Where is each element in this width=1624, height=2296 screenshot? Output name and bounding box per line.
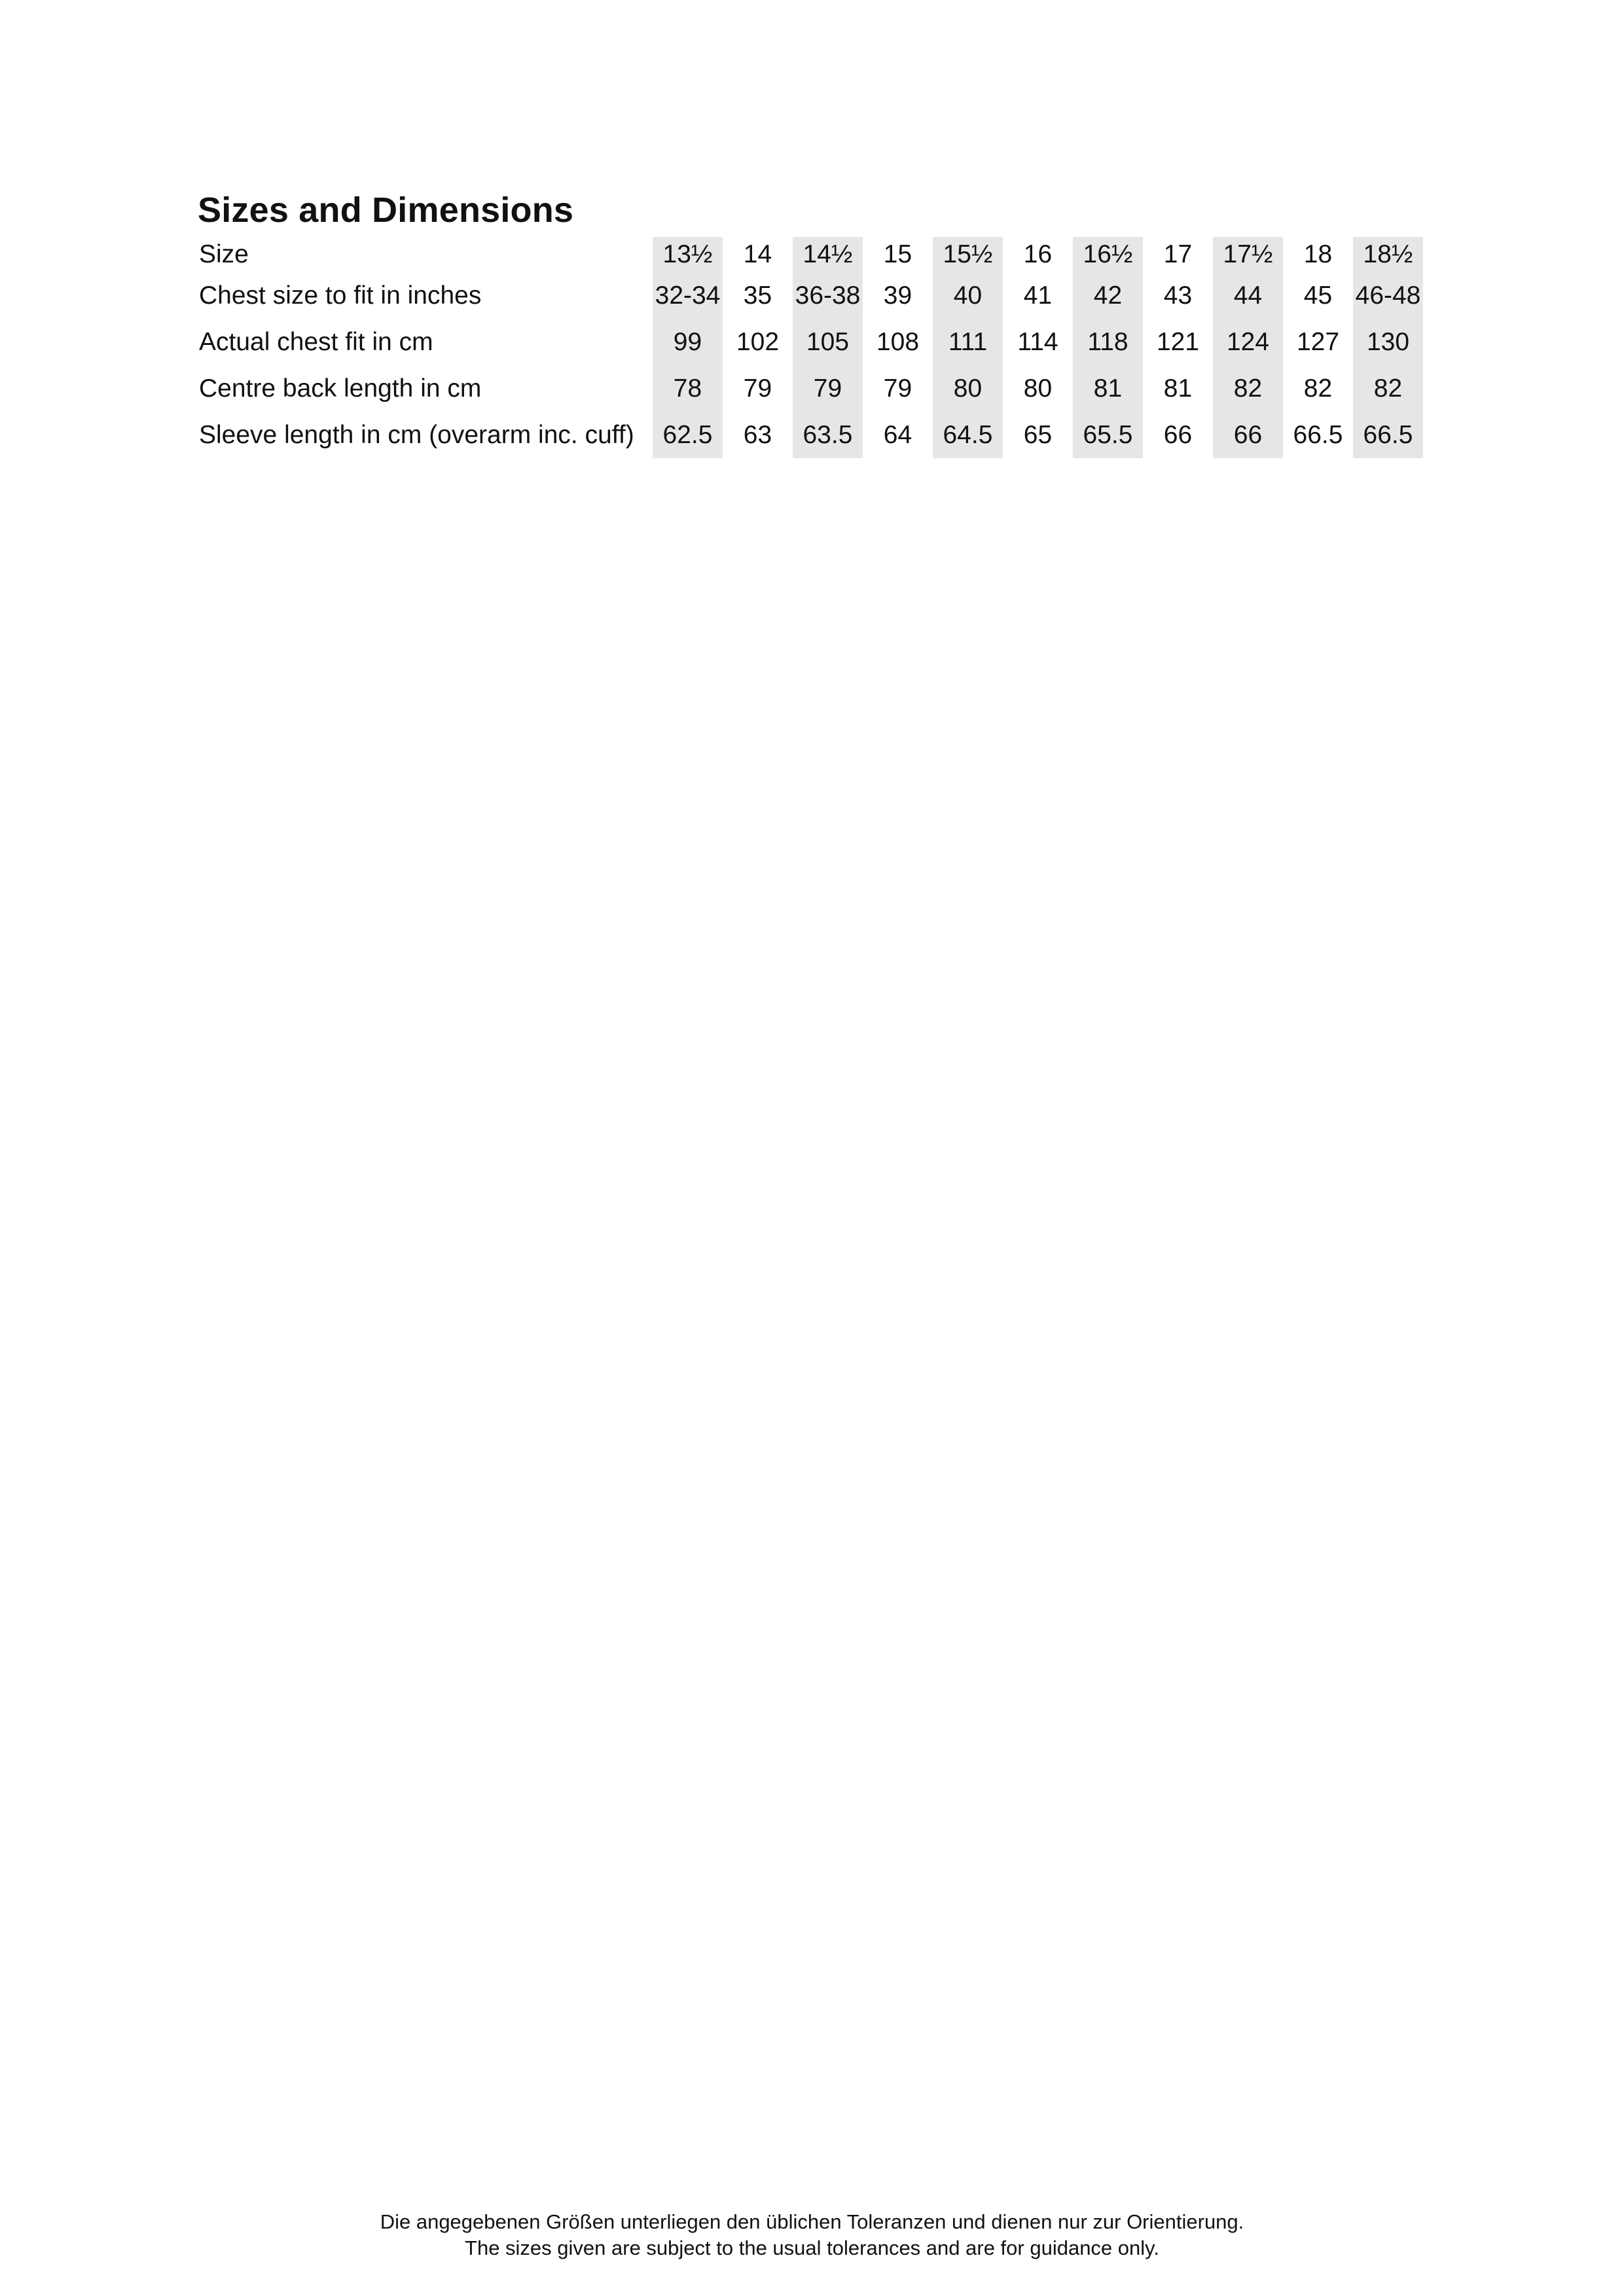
table-cell: 63.5 [793,412,863,458]
table-cell: 66.5 [1293,420,1343,449]
table-cell: 102 [736,327,780,356]
table-cell: 105 [793,319,863,365]
table-cell: 45 [1303,281,1333,310]
row-label: Actual chest fit in cm [199,327,433,356]
table-cell: 32-34 [653,272,723,319]
row-label: Size [199,240,249,268]
table-cell: 79 [883,374,912,403]
table-cell: 99 [653,319,723,365]
table-cell: 121 [1156,327,1200,356]
table-cell: 44 [1213,272,1283,319]
size-cell: 13½ [653,237,723,272]
table-row [196,272,1423,319]
table-cell: 66 [1163,420,1193,449]
row-label: Chest size to fit in inches [199,281,482,310]
page-title: Sizes and Dimensions [198,190,574,230]
table-row [196,412,1423,458]
size-cell: 17½ [1213,237,1283,272]
table-cell: 63 [743,420,772,449]
table-cell: 79 [743,374,772,403]
table-cell: 82 [1353,365,1423,412]
table-cell: 108 [876,327,920,356]
table-cell: 80 [1023,374,1053,403]
table-cell: 65 [1023,420,1053,449]
table-cell: 46-48 [1353,272,1423,319]
size-cell: 16½ [1073,237,1143,272]
size-cell: 15 [883,240,912,268]
row-label: Sleeve length in cm (overarm inc. cuff) [199,420,634,449]
size-table [196,237,1423,458]
size-cell: 18 [1303,240,1333,268]
row-label: Centre back length in cm [199,374,482,403]
size-cell: 14½ [793,237,863,272]
table-row [196,319,1423,365]
table-cell: 81 [1163,374,1193,403]
table-cell: 130 [1353,319,1423,365]
table-cell: 118 [1073,319,1143,365]
table-cell: 40 [933,272,1003,319]
table-cell: 82 [1213,365,1283,412]
table-cell: 80 [933,365,1003,412]
table-cell: 78 [653,365,723,412]
table-cell: 124 [1213,319,1283,365]
table-cell: 66.5 [1353,412,1423,458]
table-cell: 41 [1023,281,1053,310]
footer-note-english: The sizes given are subject to the usual tolerances and are for guidance only. [465,2236,1159,2259]
table-cell: 81 [1073,365,1143,412]
table-cell: 35 [743,281,772,310]
size-cell: 17 [1163,240,1193,268]
size-cell: 18½ [1353,237,1423,272]
table-header-row [196,237,1423,272]
size-cell: 14 [743,240,772,268]
size-cell: 16 [1023,240,1053,268]
size-cell: 15½ [933,237,1003,272]
table-cell: 114 [1017,327,1058,356]
table-cell: 79 [793,365,863,412]
table-cell: 43 [1163,281,1193,310]
table-cell: 82 [1303,374,1333,403]
footer-note-german: Die angegebenen Größen unterliegen den üblichen Toleranzen und dienen nur zur Orientierung. [380,2210,1244,2233]
table-cell: 66 [1213,412,1283,458]
table-cell: 127 [1296,327,1340,356]
table-cell: 62.5 [653,412,723,458]
table-cell: 64 [883,420,912,449]
table-row [196,365,1423,412]
table-cell: 64.5 [933,412,1003,458]
table-cell: 36-38 [793,272,863,319]
table-cell: 42 [1073,272,1143,319]
footer-note [0,2209,1624,2261]
table-cell: 39 [883,281,912,310]
table-cell: 65.5 [1073,412,1143,458]
table-cell: 111 [933,319,1003,365]
